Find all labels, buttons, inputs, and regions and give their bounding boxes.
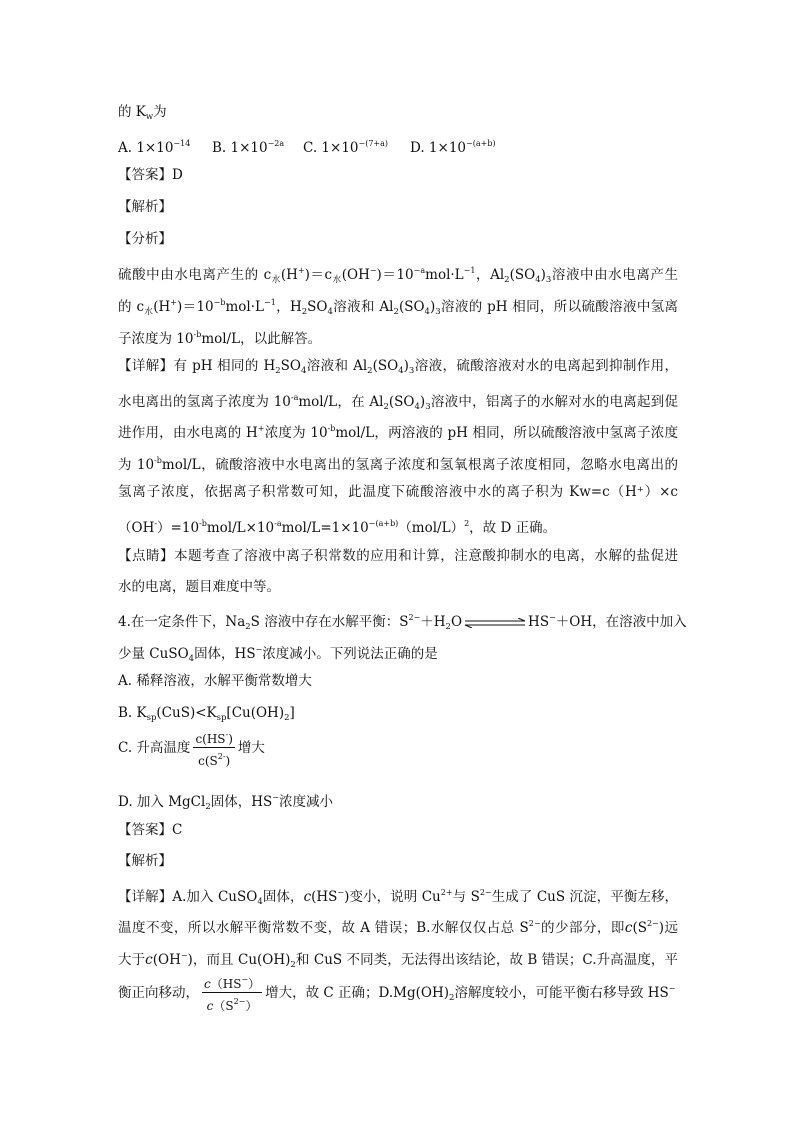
option-a: A. $1\times 10^{-14}$	[118, 139, 191, 156]
equilibrium-arrow-icon	[464, 618, 526, 628]
detail-line-3: 进作用，由水电离的 H+浓度为 $10^{-b}mol/L$，两溶液的 pH 相同，所以硫酸溶液中氢离子浓度	[118, 424, 678, 441]
question-4-line-1: 4.在一定条件下，$Na_2S$ 溶液中存在水解平衡：$S^{2-}+H_2O$ HS−＋OH，在溶液中加入	[118, 613, 687, 632]
answer-label-2: 【答案】C	[118, 822, 183, 838]
choice-d: D. 加入 MgCl$_2$固体，HS−浓度减小	[118, 793, 333, 812]
option-b: B. $1\times 10^{-2a}$	[212, 139, 285, 156]
dianjing-line-2: 水的电离，题目难度中等。	[118, 579, 280, 595]
detail-line-6: $(OH^-)=10^{-b}mol/L\times 10^{-a}mol/L=1\times 10^{-(a+b)}(mol/L)^2$，故 D 正确。	[118, 519, 557, 536]
analysis-line-1: 硫酸中由水电离产生的 $c_水(H^+)=c_水(OH^-)=10^{-a}mol\cdot L^{-1}$，$Al_2(SO_4)_3$溶液中由水电离产生	[118, 266, 678, 285]
detail2-line-1: 【详解】A.加入 CuSO$_4$固体，c(HS−)变小，说明 $Cu^{2+}$与 $S^{2-}$生成了 CuS 沉淀，平衡左移，	[118, 888, 679, 907]
analysis-line-3: 子浓度为 $10^{-b}mol/L$，以此解答。	[118, 330, 322, 347]
fenxi-label: 【分析】	[118, 231, 172, 247]
dianjing-line-1: 【点睛】本题考查了溶液中离子积常数的应用和计算，注意酸抑制水的电离，水解的盐促进	[118, 548, 678, 564]
detail2-line-3: 大于c(OH−)，而且 $Cu(OH)_2$和 CuS 不同类，无法得出该结论，故 B 错误；C.升高温度，平	[118, 951, 678, 970]
fraction-hs-over-s-2: $\frac{c(HS^-)}{c(S^{2-})}$	[204, 975, 261, 1013]
answer-label: 【答案】D	[118, 167, 183, 183]
choice-b: B. $K_{sp}(CuS)<K_{sp}[Cu(OH)_2]$	[118, 705, 295, 723]
detail-line-2: 水电离出的氢离子浓度为 $10^{-a}mol/L$，在 $Al_2(SO_4)_3$溶液中，铝离子的水解对水的电离起到促	[118, 393, 678, 412]
detail-line-1: 【详解】有 pH 相同的 $H_2SO_4$溶液和 $Al_2(SO_4)_3$溶液，硫酸溶液对水的电离起到抑制作用，	[118, 358, 679, 376]
question-stem-tail: 的 $K_w$为	[118, 104, 167, 122]
option-d: D. $1\times 10^{-(a+b)}$	[410, 139, 496, 156]
analysis-label: 【解析】	[118, 199, 172, 215]
question-4-line-2: 少量 CuSO$_4$固体，HS−浓度减小。下列说法正确的是	[118, 645, 438, 664]
choice-c: C. 升高温度 $\frac{c(HS^-)}{c(S^{2-})}$ 增大	[118, 730, 265, 768]
analysis-line-2: 的 $c_水(H^+)=10^{-b}mol\cdot L^{-1}$，$H_2SO_4$溶液和 $Al_2(SO_4)_3$溶液的 pH 相同，所以硫酸溶液中氢离	[118, 298, 679, 317]
detail2-line-4: 衡正向移动， $\frac{c(HS^-)}{c(S^{2-})}$ 增大，故 C 正确；$D.Mg(OH)_2$溶解度较小，可能平衡右移导致 HS−	[118, 975, 676, 1013]
choice-a: A. 稀释溶液，水解平衡常数增大	[118, 673, 312, 689]
option-c: C. $1\times 10^{-(7+a)}$	[303, 139, 389, 156]
analysis-label-2: 【解析】	[118, 853, 172, 869]
fraction-hs-over-s: $\frac{c(HS^-)}{c(S^{2-})}$	[195, 730, 233, 768]
detail-line-5: 氢离子浓度，依据离子积常数可知，此温度下硫酸溶液中水的离子积为 Kw=c（H⁺）×c	[118, 484, 678, 500]
detail2-line-2: 温度不变，所以水解平衡常数不变，故 A 错误；B.水解仅仅占总 $S^{2-}$的少部分，即$c(S^{2-})$远	[118, 919, 678, 936]
detail-line-4: 为 $10^{-b}mol/L$，硫酸溶液中水电离出的氢离子浓度和氢氧根离子浓度相同，忽略水电离出的	[118, 456, 678, 473]
